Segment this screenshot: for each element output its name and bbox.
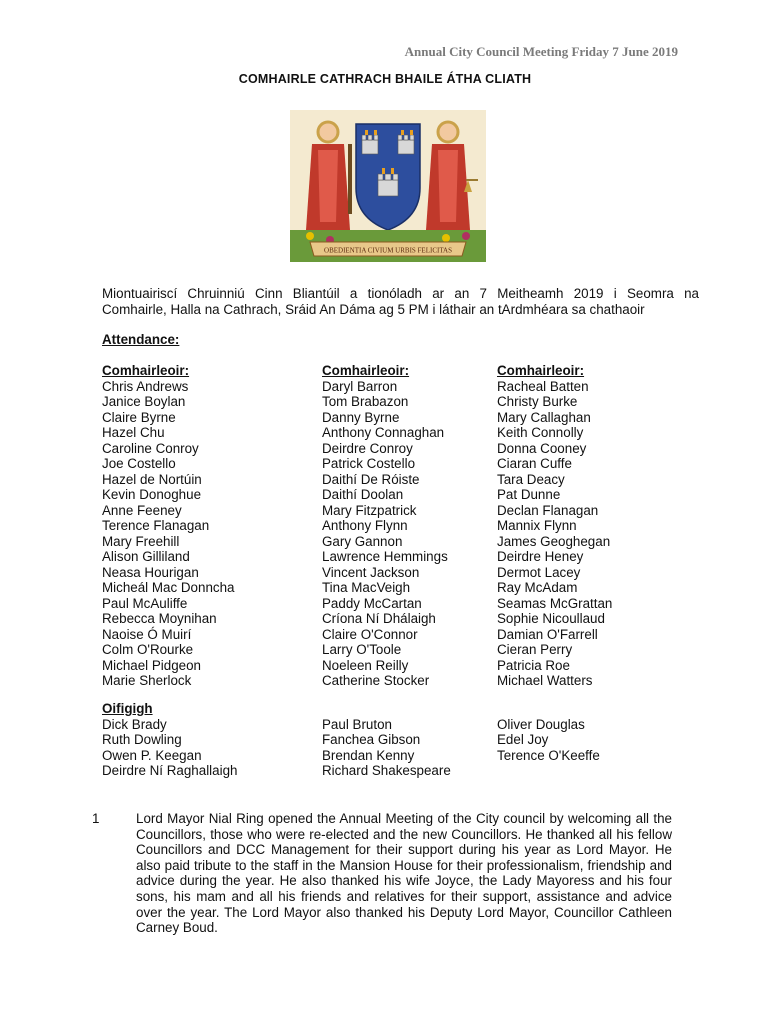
councillor-name: Terence Flanagan bbox=[102, 518, 210, 533]
councillor-name: Declan Flanagan bbox=[497, 502, 599, 518]
official-name: Fanchea Gibson bbox=[322, 732, 421, 747]
councillor-name: Anthony Connaghan bbox=[322, 425, 445, 440]
councillor-name: Anne Feeney bbox=[102, 502, 182, 518]
councillor-name: Janice Boylan bbox=[102, 394, 186, 409]
officials-column-2 bbox=[322, 717, 451, 779]
councillor-name: Joe Costello bbox=[102, 456, 176, 471]
official-name: Owen P. Keegan bbox=[102, 747, 202, 763]
official-name: Edel Joy bbox=[497, 732, 549, 747]
item-number: 1 bbox=[92, 811, 100, 826]
councillor-name: Anthony Flynn bbox=[322, 518, 408, 533]
councillor-name: Cieran Perry bbox=[497, 642, 573, 657]
councillor-name: Caroline Conroy bbox=[102, 440, 199, 456]
councillor-name: James Geoghegan bbox=[497, 533, 611, 549]
official-name: Oliver Douglas bbox=[497, 716, 585, 732]
councillor-name: Mary Fitzpatrick bbox=[322, 502, 417, 518]
official-name: Ruth Dowling bbox=[102, 732, 182, 747]
councillor-name: Ray McAdam bbox=[497, 580, 578, 595]
councillor-name: Danny Byrne bbox=[322, 409, 400, 425]
councillor-name: Naoise Ó Muirí bbox=[102, 626, 192, 642]
item-text: Lord Mayor Nial Ring opened the Annual Meeting of the City council by welcoming all the Councillors, those who were re-elected and the new Councillors. He thanked all his fellow Councillors and DCC Management for their support during his year as Lord Mayor. He also paid tribute to the staff in the Mansion House for their professionalism, friendship and advice during the year. He also thanked his wife Joyce, the Lady Mayoress and his four sons, his mam and all his friends and relatives for their support, assistance and advice over the year. The Lord Mayor also thanked his Deputy Lord Mayor, Councillor Cathleen Carney Boud. bbox=[136, 811, 672, 936]
councillor-name: Patrick Costello bbox=[322, 456, 416, 471]
councillor-name: Claire O'Connor bbox=[322, 626, 418, 642]
official-name: Terence O'Keeffe bbox=[497, 747, 600, 763]
councillor-name: Noeleen Reilly bbox=[322, 657, 409, 673]
councillor-name: Tara Deacy bbox=[497, 471, 565, 487]
column-heading: Comhairleoir: bbox=[102, 363, 190, 378]
official-name: Dick Brady bbox=[102, 716, 167, 732]
councillor-name: Catherine Stocker bbox=[322, 673, 430, 688]
officials-column-3 bbox=[497, 717, 600, 764]
intro-line-1: Miontuairiscí Chruinniú Cinn Bliantúil a tionóladh ar an 7 Meitheamh 2019 i Seomra na bbox=[102, 286, 699, 301]
council-title: COMHAIRLE CATHRACH BHAILE ÁTHA CLIATH bbox=[238, 72, 532, 86]
councillor-name: Lawrence Hemmings bbox=[322, 549, 448, 564]
councillor-name: Críona Ní Dhálaigh bbox=[322, 611, 436, 626]
councillor-name: Daithí Doolan bbox=[322, 487, 404, 502]
councillor-name: Deirdre Heney bbox=[497, 549, 584, 564]
column-heading: Comhairleoir: bbox=[322, 363, 410, 378]
councillor-name: Tom Brabazon bbox=[322, 394, 409, 409]
officials-column-1 bbox=[102, 701, 237, 779]
councillor-name: Colm O'Rourke bbox=[102, 642, 194, 657]
attendance-heading: Attendance: bbox=[102, 332, 180, 347]
councillor-name: Christy Burke bbox=[497, 394, 578, 409]
councillor-name: Dermot Lacey bbox=[497, 564, 581, 580]
councillor-name: Alison Gilliland bbox=[102, 549, 190, 564]
councillors-column-1 bbox=[102, 363, 234, 689]
councillor-name: Donna Cooney bbox=[497, 440, 587, 456]
dublin-coat-of-arms-icon bbox=[290, 110, 486, 262]
councillor-name: Patricia Roe bbox=[497, 657, 570, 673]
councillor-name: Marie Sherlock bbox=[102, 673, 192, 688]
councillor-name: Rebecca Moynihan bbox=[102, 611, 217, 626]
officials-heading: Oifigigh bbox=[102, 701, 153, 716]
councillor-name: Daryl Barron bbox=[322, 378, 398, 394]
official-name: Brendan Kenny bbox=[322, 747, 415, 763]
councillors-column-2 bbox=[322, 363, 448, 689]
official-name: Richard Shakespeare bbox=[322, 763, 451, 778]
councillor-name: Sophie Nicoullaud bbox=[497, 611, 605, 626]
intro-paragraph bbox=[102, 286, 699, 317]
councillor-name: Paddy McCartan bbox=[322, 595, 422, 611]
councillor-name: Mary Callaghan bbox=[497, 409, 591, 425]
councillor-name: Tina MacVeigh bbox=[322, 580, 411, 595]
councillor-name: Paul McAuliffe bbox=[102, 595, 188, 611]
official-name: Deirdre Ní Raghallaigh bbox=[102, 763, 238, 778]
councillors-column-3 bbox=[497, 363, 612, 689]
councillor-name: Mannix Flynn bbox=[497, 518, 577, 533]
councillor-name: Michael Pidgeon bbox=[102, 657, 202, 673]
councillor-name: Keith Connolly bbox=[497, 425, 584, 440]
official-name: Paul Bruton bbox=[322, 716, 392, 732]
councillor-name: Neasa Hourigan bbox=[102, 564, 199, 580]
councillor-name: Gary Gannon bbox=[322, 533, 403, 549]
councillor-name: Hazel de Nortúin bbox=[102, 471, 202, 487]
meeting-header: Annual City Council Meeting Friday 7 June 2019 bbox=[404, 44, 678, 59]
councillor-name: Chris Andrews bbox=[102, 378, 189, 394]
intro-line-2: Comhairle, Halla na Cathrach, Sráid An Dáma ag 5 PM i láthair an tArdmhéara sa chathaoir bbox=[102, 301, 645, 317]
councillor-name: Kevin Donoghue bbox=[102, 487, 202, 502]
councillor-name: Damian O'Farrell bbox=[497, 626, 598, 642]
column-heading: Comhairleoir: bbox=[497, 363, 585, 378]
councillor-name: Larry O'Toole bbox=[322, 642, 402, 657]
councillor-name: Mary Freehill bbox=[102, 533, 180, 549]
crest-motto: OBEDIENTIA CIVIUM URBIS FELICITAS bbox=[324, 246, 452, 255]
councillor-name: Claire Byrne bbox=[102, 409, 176, 425]
councillor-name: Racheal Batten bbox=[497, 378, 589, 394]
councillor-name: Micheál Mac Donncha bbox=[102, 580, 235, 595]
councillor-name: Ciaran Cuffe bbox=[497, 456, 572, 471]
councillor-name: Hazel Chu bbox=[102, 425, 165, 440]
councillor-name: Pat Dunne bbox=[497, 487, 561, 502]
councillor-name: Vincent Jackson bbox=[322, 564, 420, 580]
councillor-name: Michael Watters bbox=[497, 673, 593, 688]
councillor-name: Deirdre Conroy bbox=[322, 440, 413, 456]
councillor-name: Seamas McGrattan bbox=[497, 595, 613, 611]
councillor-name: Daithí De Róiste bbox=[322, 471, 420, 487]
